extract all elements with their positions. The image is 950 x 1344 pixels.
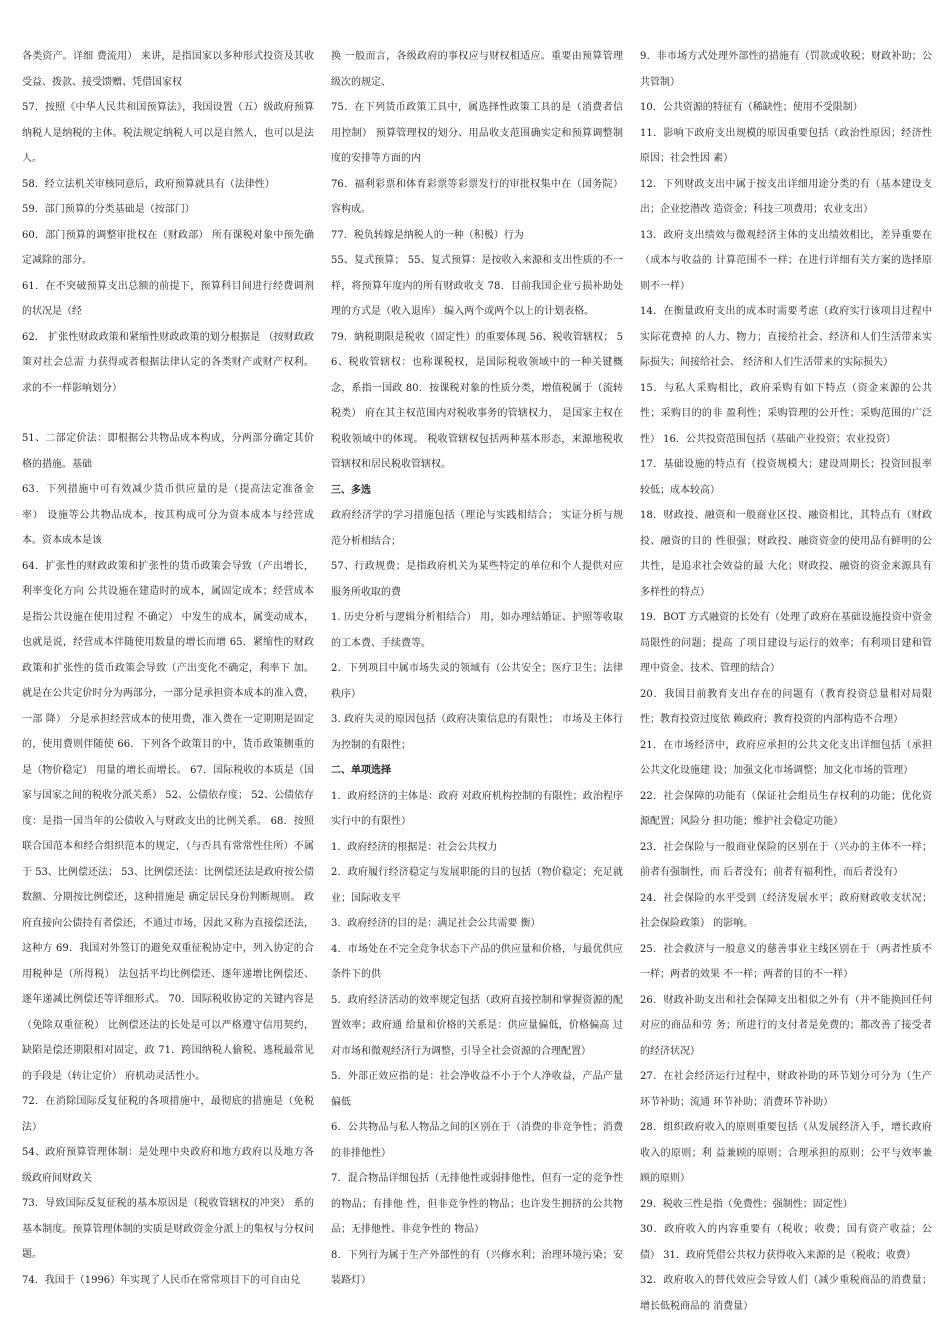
text-paragraph: 政府经济学的学习措施包括（理论与实践相结合； 实证分析与规范分析相结合； bbox=[331, 510, 623, 547]
document-page bbox=[22, 44, 934, 1334]
text-paragraph: 11．影响下政府支出规模的原因重要包括（政治性原因；经济性原因；社会性因 素） bbox=[640, 127, 932, 164]
text-paragraph: 8．下列行为属于生产外部性的有（兴修水利；治理环境污染；安装路灯） bbox=[331, 1249, 623, 1286]
text-paragraph: 63．下列措施中可有效减少货币供应量的是（提高法定准备金率） 设施等公共物品成本，按其构成可分为资本成本与经营成本。资本成本是该 bbox=[22, 484, 314, 546]
text-paragraph: 18．财政投、融资和一般商业区投、融资相比，其特点有（财政投、融资的目的 性很强；财政投、融资资金的使用品有鲜明的公共性，是追求社会效益的最 大化；财政投、融资的资金来源具有多样性的特点） bbox=[640, 510, 932, 598]
text-paragraph: 换 一般而言，各级政府的事权应与财权相适应。重要由预算管理级次的规定、 bbox=[331, 51, 623, 88]
text-paragraph: 30．政府收入的内容重要有（税收；收费；国有资产收益；公债） 31．政府凭借公共权力获得收入来源的是（税收；收费） bbox=[640, 1224, 932, 1261]
text-paragraph: 73．导致国际反复征税的基本原因是（税收管辖权的冲突） 系的基本制度。预算管理体制的实质是财政资金分派上的集权与分权问题。 bbox=[22, 1198, 314, 1260]
text-paragraph: 72．在消除国际反复征税的各项措施中，最彻底的措施是（免税法） bbox=[22, 1096, 314, 1133]
text-paragraph: 各类资产。详细 费流用） 来讲，是指国家以多种形式投资及其收受益、拨款、接受馈赠、凭借国家权 bbox=[22, 51, 314, 88]
text-paragraph: 6．公共物品与私人物品之间的区别在于（消费的非竞争性；消费的非排他性） bbox=[331, 1122, 623, 1159]
text-paragraph: 76．福利彩票和体育彩票等彩票发行的审批权集中在（国务院） 容构成。 bbox=[331, 178, 623, 215]
text-paragraph: 5．外部正效应指的是：社会净收益不小于个人净收益，产品产量偏低 bbox=[331, 1071, 623, 1108]
text-paragraph: 15．与私人采购相比，政府采购有如下特点（资金来源的公共性；采购目的的非 盈利性；采购管理的公开性；采购范围的广泛性） 16．公共投资范围包括（基础产业投资；农业投资） bbox=[640, 382, 932, 445]
text-paragraph: 27．在社会经济运行过程中，财政补助的环节划分可分为（生产环节补助；流通 环节补助；消费环节补助） bbox=[640, 1071, 932, 1108]
text-column-left bbox=[22, 44, 314, 1334]
text-paragraph: 2．下列项目中属市场失灵的领域有（公共安全；医疗卫生；法律秩序） bbox=[331, 663, 623, 700]
text-paragraph: 13．政府支出绩效与微观经济主体的支出绩效相比，差异重要在（成本与收益的 计算范围不一样；在进行详细有关方案的选择原则不一样） bbox=[640, 229, 932, 292]
section-heading: 二、单项选择 bbox=[331, 765, 391, 776]
text-paragraph: 60．部门预算的调整审批权在（财政部） 所有课税对象中预先确定减除的部分。 bbox=[22, 229, 314, 266]
text-paragraph: 23．社会保险与一般商业保险的区别在于（兴办的主体不一样；前者有强制性，而 后者没有；前者有福利性，而后者没有） bbox=[640, 841, 932, 878]
text-paragraph: 25．社会救济与一般意义的慈善事业主线区别在于（两者性质不一样；两者的效果 不一样；两者的目的不一样） bbox=[640, 943, 932, 980]
text-paragraph: 55、复式预算； 55、复式预算：是按收入来源和支出性质的不一样，将预算年度内的所有财政收支 78．目前我国企业亏损补助处理的方式是（收入退库） 编入两个或两个以上的计划表格。 bbox=[331, 255, 623, 317]
text-paragraph: 54、政府预算管理体制：是处理中央政府和地方政府以及地方各级政府间财政关 bbox=[22, 1147, 314, 1184]
text-paragraph: 12．下列财政支出中属于按支出详细用途分类的有（基本建设支出；企业挖潜改 造资金；科技三项费用；农业支出） bbox=[640, 178, 932, 215]
text-paragraph: 1．政府经济的主体是：政府 对政府机构控制的有限性；政治程序实行中的有限性） bbox=[331, 790, 623, 827]
text-paragraph: 1．政府经济的根据是：社会公共权力 bbox=[331, 841, 498, 853]
text-paragraph: 3. 政府失灵的原因包括（政府决策信息的有限性； 市场及主体行为控制的有限性； bbox=[331, 714, 623, 751]
text-paragraph: 21．在市场经济中，政府应承担的公共文化支出详细包括（承担公共文化设施建 设；加强文化市场调整；加文化市场的管理） bbox=[640, 739, 932, 776]
text-paragraph: 24．社会保险的水平受到（经济发展水平；政府财政收支状况；社会保险政策） 的影响。 bbox=[640, 892, 932, 929]
text-paragraph: 58．经立法机关审核同意后，政府预算就具有（法律性） bbox=[22, 178, 275, 190]
text-paragraph: 7．混合物品详细包括（无排他性或弱排他性，但有一定的竞争性的物品；有排他 性，但非竞争性的物品；也许发生拥挤的公共物品；无排他性、非竞争性的 物品） bbox=[331, 1173, 623, 1235]
text-paragraph: 29．税收三性是指（免费性；强制性；固定性） bbox=[640, 1198, 853, 1210]
text-paragraph: 3．政府经济的目的是：满足社会公共需要 衡） bbox=[331, 918, 541, 929]
text-paragraph: 17．基础设施的特点有（投资规模大；建设周期长；投资回报率较低；成本较高） bbox=[640, 459, 932, 496]
text-paragraph: 57．按照《中华人民共和国预算法》，我国设置（五）级政府预算 纳税人是纳税的主体。税法规定纳税人可以是自然人，也可以是法人。 bbox=[22, 102, 314, 164]
text-paragraph: 28．组织政府收入的原则重要包括（从发展经济入手，增长政府收入的原则；利 益兼顾的原则；合理承担的原则；公平与效率兼顾的原则） bbox=[640, 1122, 932, 1184]
text-paragraph: 75．在下列货币政策工具中，属选择性政策工具的是（消费者信用控制） 预算管理权的划分、用品收支范围确实定和预算调整制度的安排等方面的内 bbox=[331, 102, 623, 164]
text-column-middle bbox=[331, 44, 623, 1334]
text-paragraph: 74．我国于（1996）年实现了人民币在常常项目下的可自由兑 bbox=[22, 1274, 301, 1286]
text-paragraph: 26．财政补助支出和社会保障支出相似之外有（并不能换回任何对应的商品和劳 务；所进行的支付者是免费的；都改善了接受者的经济状况） bbox=[640, 994, 932, 1057]
text-paragraph: 77．税负转嫁是纳税人的一种（积极）行为 bbox=[331, 229, 524, 241]
text-paragraph: 79．納税期限是税收（固定性）的重要体现 56、税收管辖权； 56、税收管辖权：也称课税权，是国际税收领域中的一种关键概念，系指一国政 80．按课税对象的性质分类，增值税属于（流转税类） 府在其主权范围内对税收事务的管辖权力， 是国家主权在税收领域中的体现。 税收管辖权包括两种基本形态，来源地税收管辖权和居民税收管辖权。 bbox=[331, 331, 623, 470]
text-paragraph: 64．扩张性的财政政策和扩张性的货币政策会导致（产出增长，利率变化方向 公共设施在建造时的成本，属固定成本；经营成本是指公共设施在使用过程 不确定） 中发生的成本，属变动成本，也就是说，经营成本伴随使用数量的增长而增 65．紧缩性的财政政策和扩张性的货币政策会导致（产出变化不确定，利率下 加。就是在公共定价时分为两部分，一部分是承担资本成本的准入费，一部 降） 分是承担经营成本的使用费，准入费在一定期期是固定的，使用费则伴随使 66．下列各个政策目的中，货币政策侧重的是（物价稳定） 用量的增长而增长。 67．国际税收的本质是（国家与国家之间的税收分派关系） 52、公债依存度； 52、公债依存度：是指一国当年的公债收入与财政支出的比例关系。 68．按照联合国范本和经合组织范本的规定，（与否具有常常性住所）不属于 53、比例偿还法； 53、比例偿还法：比例偿还法是政府按公债数额、分期按比例偿还，这种措施是 确定居民身份判断规则。 政府直接向公债持有者偿还，不通过市场，因此又称为直接偿还法，这种方 69．我国对外签订的避免双重征税协定中，列入协定的合用税种是（所得税） 法包括平均比例偿还、逐年递增比例偿还、逐年递减比例偿还等详细形式。 70．国际税收协定的关键内容是（免除双重征税） 比例偿还法的长处是可以严格遵守信用契约，缺陷是偿还期限相对固定，政 71．跨国纳税人偷税、逃税最常见的手段是（转让定价） 府机动灵活性小。 bbox=[22, 560, 314, 1082]
text-paragraph: 57、行政规费；是指政府机关为某些特定的单位和个人提供对应服务所收取的费 bbox=[331, 561, 623, 598]
text-paragraph: 10．公共资源的特征有（稀缺性；使用不受限制） bbox=[640, 102, 863, 113]
text-paragraph: 19．BOT 方式融资的长处有（处理了政府在基础设施投资中资金局限性的问题；提高 了项目建设与运行的效率；有利项目建和管理中资金、技术、管理的结合） bbox=[640, 612, 932, 674]
text-paragraph: 2．政府履行经济稳定与发展职能的目的包括（物价稳定；充足就业；国际收支平 bbox=[331, 867, 623, 904]
text-paragraph: 1. 历史分析与逻辑分析相结合） 用，如办理结婚证、护照等收取的工本费、手续费等。 bbox=[331, 612, 623, 649]
text-paragraph: 20．我国目前教育支出存在的问题有（教育投资总量相对局限性；教育投资过度依 赖政府；教育投资的内部构造不合理） bbox=[640, 688, 932, 725]
paragraph-spacer bbox=[22, 401, 314, 426]
text-paragraph: 9．非市场方式处理外部性的措施有（罚款或收税；财政补助；公共管制） bbox=[640, 51, 932, 88]
text-paragraph: 62． 扩张性财政政策和紧缩性财政政策的划分根据是 （按财政政策对社会总需 力获得或者根据法律认定的各类财产或财产权利。 求的不一样影响划分） bbox=[22, 331, 314, 394]
text-column-right bbox=[640, 44, 932, 1334]
text-paragraph: 59．部门预算的分类基础是（按部门） bbox=[22, 204, 195, 215]
text-paragraph: 22．社会保障的功能有（保证社会组员生存权利的功能；优化资源配置；风险分 担功能；维护社会稳定功能） bbox=[640, 790, 932, 827]
text-paragraph: 51、二部定价法：即根据公共物品成本构成，分两部分确定其价格的措施。基础 bbox=[22, 433, 314, 470]
text-paragraph: 61．在不突破预算支出总额的前提下，预算科目间进行经费调剂的状况是（经 bbox=[22, 280, 314, 317]
text-paragraph: 5．政府经济活动的效率规定包括（政府直接控制和掌握资源的配置效率；政府通 给量和价格的关系是：供应量偏低，价格偏高 过对市场和微观经济行为调整，引导全社会资源的合理配置） bbox=[331, 994, 623, 1057]
text-paragraph: 14．在衡量政府支出的成本时需要考虑（政府实行该项目过程中实际花费掉 的人力、物力；直接给社会、经济和人们生活带来实际损失；间接给社会、 经济和人们生活带来的实际损失） bbox=[640, 306, 932, 368]
text-paragraph: 4．市场处在不完全竞争状态下产品的供应量和价格，与最优供应条件下的供 bbox=[331, 943, 623, 980]
section-heading: 三、多选 bbox=[331, 484, 371, 496]
text-paragraph: 32．政府收入的替代效应会导致人们（减少重税商品的消费量；增长低税商品的 消费量） bbox=[640, 1275, 932, 1312]
